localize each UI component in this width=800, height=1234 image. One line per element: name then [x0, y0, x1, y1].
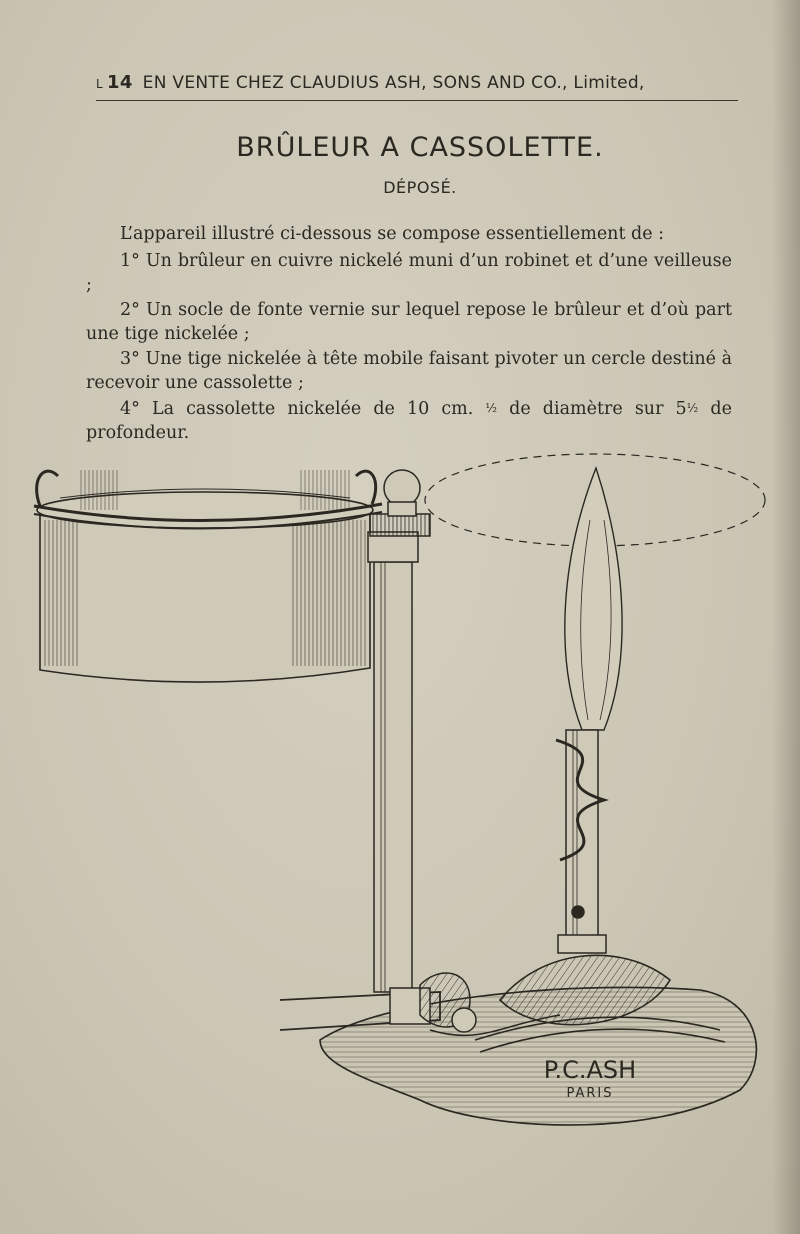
page-title: BRÛLEUR A CASSOLETTE. — [236, 132, 604, 163]
description-text — [86, 222, 732, 446]
item-1: 1° Un brûleur en cuivre nickelé muni d’un robinet et d’une veilleuse ; — [86, 250, 732, 295]
fraction-half: ½ — [485, 400, 498, 415]
item-2: 2° Un socle de fonte vernie sur lequel repose le brûleur et d’où part une tige nickelée ; — [86, 299, 732, 344]
stamp-maker: P.C.ASH — [543, 1056, 637, 1084]
page-subtitle: DÉPOSÉ. — [383, 178, 457, 197]
running-header — [96, 72, 736, 98]
header-rule — [96, 100, 738, 101]
burner-illustration — [0, 440, 800, 1140]
intro-paragraph: L’appareil illustré ci-dessous se compose essentiellement de : — [120, 224, 665, 244]
item-4: 4° La cassolette nickelée de 10 cm. ½ de diamètre sur 5½ de profondeur. — [86, 398, 732, 443]
cassolette-pot — [34, 470, 382, 682]
page-number: 14 — [107, 72, 133, 93]
burner-flame — [565, 468, 622, 730]
fraction-half-2: ½ — [686, 400, 699, 415]
support-rod — [368, 470, 430, 992]
plate-letter: L — [96, 77, 103, 91]
header-text: EN VENTE CHEZ CLAUDIUS ASH, SONS AND CO., Limited, — [142, 73, 645, 93]
burner-tube — [556, 730, 606, 953]
stamp-city: PARIS — [566, 1086, 614, 1101]
item-3: 3° Une tige nickelée à tête mobile faisant pivoter un cercle destiné à recevoir une cassolette ; — [86, 348, 732, 393]
